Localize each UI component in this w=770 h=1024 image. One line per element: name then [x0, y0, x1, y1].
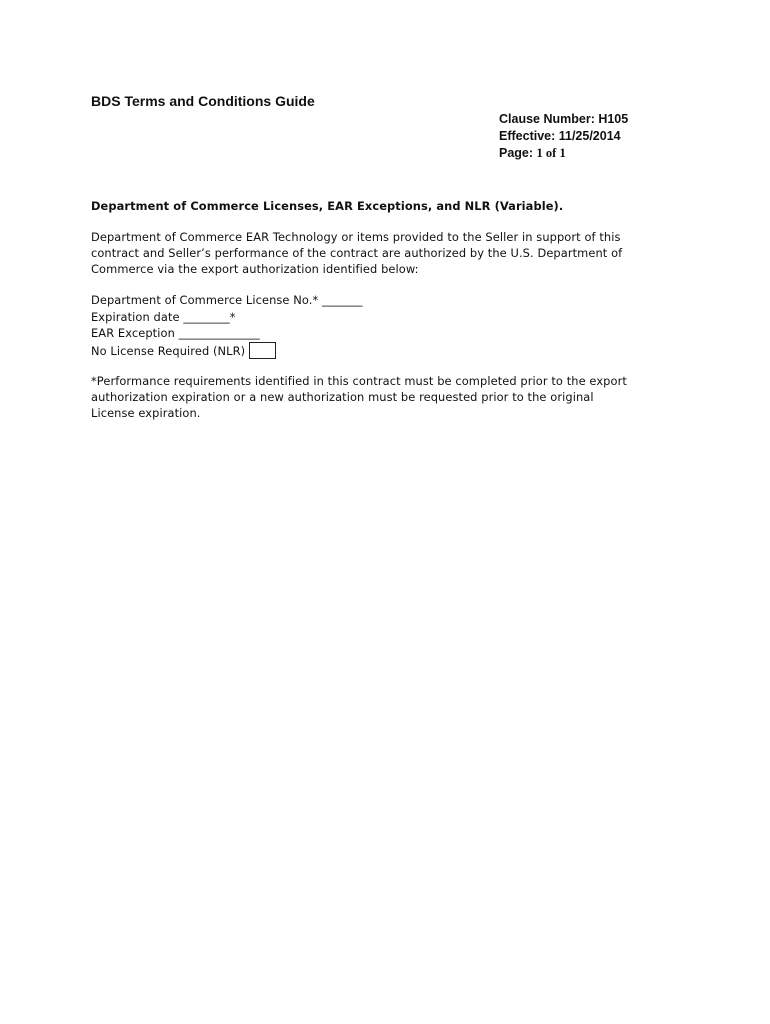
page-indicator: [499, 145, 628, 162]
clause-number: Clause Number: H105: [499, 112, 629, 126]
intro-line: Commerce via the export authorization identified below:: [91, 262, 419, 276]
effective-date: Effective: 11/25/2014: [499, 129, 621, 143]
footnote-paragraph: [91, 373, 691, 421]
expiration-date-field[interactable]: Expiration date ________*: [91, 309, 236, 324]
authorization-fields: [91, 292, 363, 358]
ear-exception-field[interactable]: EAR Exception ______________: [91, 326, 260, 340]
nlr-row: [91, 342, 363, 359]
footnote-line: License expiration.: [91, 406, 201, 420]
page-number: 1 of 1: [536, 146, 566, 160]
nlr-checkbox[interactable]: [249, 342, 276, 359]
clause-meta-block: [499, 111, 628, 162]
intro-line: Department of Commerce EAR Technology or items provided to the Seller in support of this: [91, 230, 621, 244]
license-number-field[interactable]: Department of Commerce License No.* _______: [91, 293, 363, 307]
intro-paragraph: [91, 229, 691, 277]
intro-line: contract and Seller’s performance of the contract are authorized by the U.S. Department of: [91, 246, 623, 260]
document-title: BDS Terms and Conditions Guide: [91, 93, 315, 109]
footnote-line: *Performance requirements identified in this contract must be completed prior to the export: [91, 374, 627, 388]
nlr-label: No License Required (NLR): [91, 343, 246, 358]
footnote-line: authorization expiration or a new authorization must be requested prior to the original: [91, 390, 594, 404]
section-heading: Department of Commerce Licenses, EAR Exceptions, and NLR (Variable).: [91, 199, 564, 213]
page-label: Page:: [499, 146, 534, 160]
